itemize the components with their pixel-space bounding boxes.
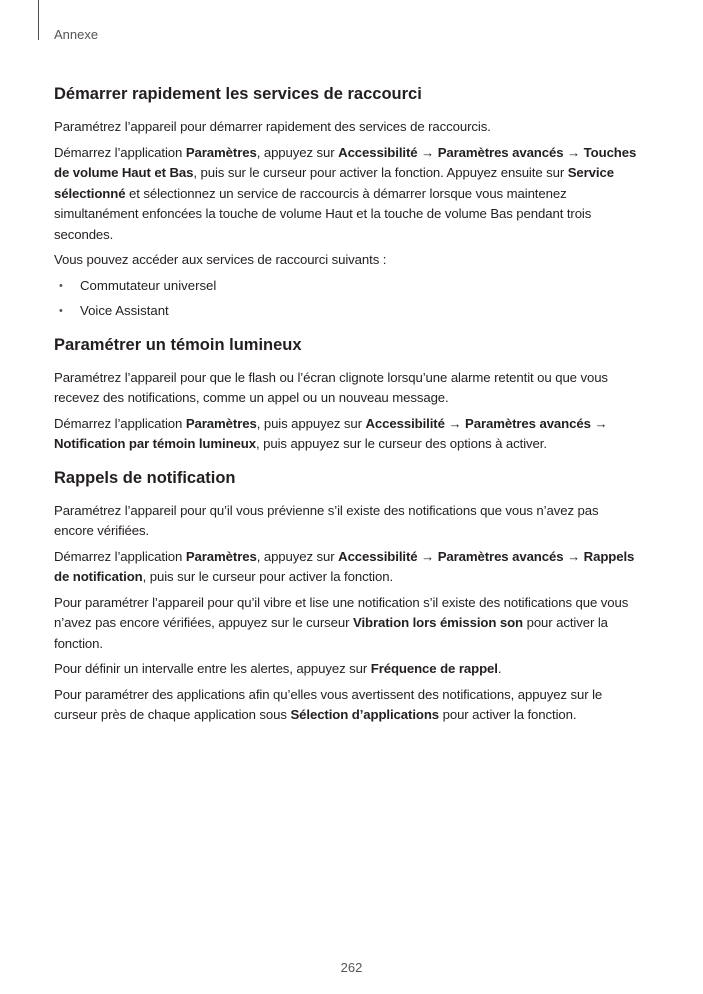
bold-term: Accessibilité → Paramètres avancés → Rappels de notification bbox=[54, 548, 635, 584]
bold-term: Sélection d’applications bbox=[290, 707, 440, 722]
paragraph bbox=[54, 414, 640, 455]
bullet-icon: • bbox=[59, 305, 63, 317]
header-label: Annexe bbox=[54, 27, 99, 42]
text: , puis appuyez sur bbox=[256, 415, 366, 431]
header-divider bbox=[38, 0, 39, 40]
bullet-list bbox=[54, 276, 640, 322]
text: Pour définir un intervalle entre les alertes, appuyez sur bbox=[54, 661, 371, 676]
bold-term: Accessibilité → Paramètres avancés → Touches de volume Haut et Bas bbox=[54, 144, 637, 180]
paragraph: Paramétrez l’appareil pour que le flash ou l’écran clignote lorsqu’une alarme retentit ou que vous recevez des notifications, comme un appel ou un nouveau message. bbox=[54, 369, 608, 405]
list-item-label: Voice Assistant bbox=[80, 303, 169, 318]
bold-term: Service sélectionné bbox=[54, 165, 614, 201]
text: , appuyez sur bbox=[256, 548, 339, 564]
section-shortcut-services bbox=[54, 83, 640, 322]
paragraph bbox=[54, 143, 640, 246]
bold-term: Vibration lors émission son bbox=[353, 615, 524, 630]
text: , puis sur le curseur pour activer la fonction. bbox=[142, 569, 394, 584]
page-content bbox=[54, 83, 640, 738]
text: Pour paramétrer l’appareil pour qu’il vibre et lise une notification s’il existe des notifications que vous n’avez pas encore vérifiées, appuyez sur le curseur bbox=[54, 594, 629, 630]
list-item-label: Commutateur universel bbox=[80, 277, 217, 293]
text: et sélectionnez un service de raccourcis à démarrer lorsque vous maintenez simultanément enfoncées la touche de volume Haut et la touche de volume Bas pendant trois secondes. bbox=[54, 185, 592, 242]
list-item bbox=[54, 301, 640, 322]
text: , puis sur le curseur pour activer la fonction. Appuyez ensuite sur bbox=[193, 165, 568, 180]
text: Démarrez l’application bbox=[54, 548, 186, 564]
text: pour activer la fonction. bbox=[54, 615, 608, 651]
text: Pour paramétrer des applications afin qu’elles vous avertissent des notifications, appuyez sur le curseur près de chaque application sous bbox=[54, 686, 603, 722]
bold-term: Fréquence de rappel bbox=[370, 661, 498, 676]
paragraph bbox=[54, 547, 640, 588]
section-title: Rappels de notification bbox=[54, 468, 236, 487]
page-number: 262 bbox=[340, 960, 363, 975]
section-title: Démarrer rapidement les services de raccourci bbox=[54, 85, 422, 103]
paragraph: Vous pouvez accéder aux services de raccourci suivants : bbox=[54, 252, 387, 267]
bold-term: Paramètres bbox=[185, 548, 257, 564]
text: , puis appuyez sur le curseur des options à activer. bbox=[255, 436, 547, 451]
paragraph: Paramétrez l’appareil pour qu’il vous prévienne s’il existe des notifications que vous n’avez pas encore vérifiées. bbox=[54, 502, 599, 538]
text: Démarrez l’application bbox=[54, 144, 186, 160]
text: . bbox=[497, 661, 502, 676]
paragraph bbox=[54, 659, 640, 680]
text: , appuyez sur bbox=[256, 144, 339, 160]
bold-term: Paramètres bbox=[185, 144, 257, 160]
section-notification-reminders bbox=[54, 467, 640, 726]
paragraph bbox=[54, 593, 640, 655]
bold-term: Paramètres bbox=[185, 415, 257, 431]
paragraph bbox=[54, 685, 640, 726]
section-light-indicator bbox=[54, 334, 640, 455]
bullet-icon: • bbox=[59, 279, 63, 292]
paragraph: Paramétrez l’appareil pour démarrer rapidement des services de raccourcis. bbox=[54, 119, 491, 134]
list-item bbox=[54, 276, 640, 297]
section-title: Paramétrer un témoin lumineux bbox=[54, 335, 302, 354]
text: pour activer la fonction. bbox=[439, 707, 577, 722]
text: Démarrez l’application bbox=[54, 415, 186, 431]
bold-term: Accessibilité → Paramètres avancés → Notification par témoin lumineux bbox=[54, 415, 608, 451]
